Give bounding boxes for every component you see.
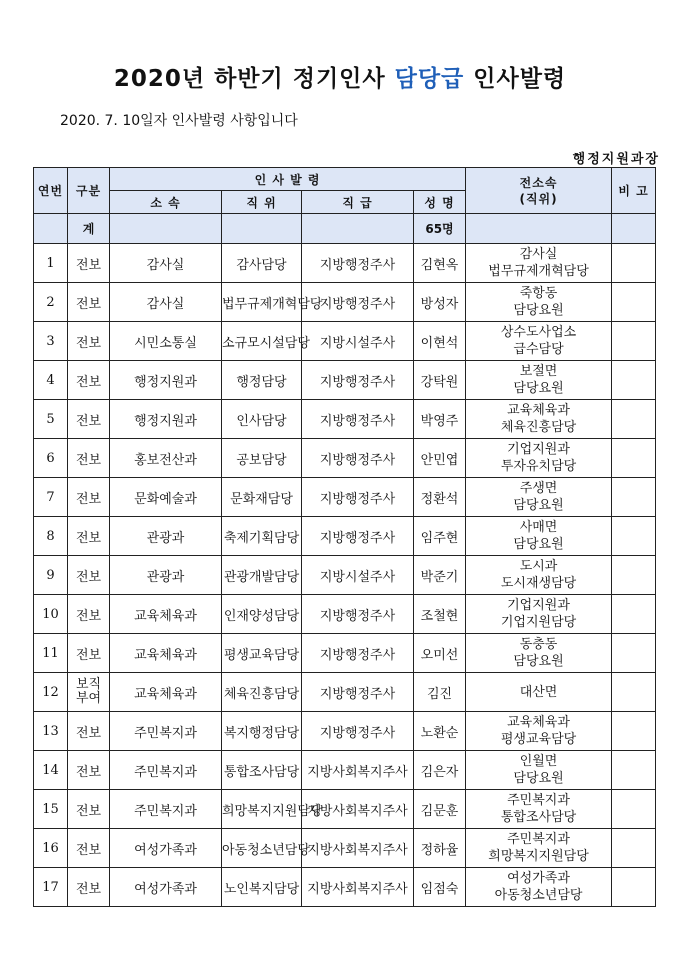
row-prev-role: 담당요원 [513, 381, 564, 396]
row-prev-position [466, 751, 612, 790]
total-empty-position [222, 214, 302, 244]
row-kind: 전보 [68, 517, 110, 556]
row-position: 소규모시설담당 [222, 322, 302, 361]
row-prev-unit: 주민복지과 [507, 793, 570, 808]
row-kind: 전보 [68, 400, 110, 439]
table-row [34, 751, 656, 790]
row-no: 11 [34, 634, 68, 673]
row-kind: 전보 [68, 712, 110, 751]
row-prev-position [466, 400, 612, 439]
row-name: 정하율 [414, 829, 466, 868]
row-position: 평생교육담당 [222, 634, 302, 673]
row-prev-unit: 사매면 [519, 520, 558, 535]
table-row [34, 322, 656, 361]
row-name: 김은자 [414, 751, 466, 790]
row-prev-unit: 대산면 [519, 684, 558, 700]
row-unit: 주민복지과 [110, 751, 222, 790]
row-no: 1 [34, 244, 68, 283]
row-prev-position [466, 712, 612, 751]
row-grade: 지방행정주사 [302, 361, 414, 400]
row-name: 임점숙 [414, 868, 466, 907]
row-prev-unit: 교육체육과 [507, 403, 570, 418]
row-kind: 전보 [68, 556, 110, 595]
row-note [612, 673, 656, 712]
row-no: 9 [34, 556, 68, 595]
row-kind: 전보 [68, 595, 110, 634]
row-kind: 전보 [68, 868, 110, 907]
header-row-1 [34, 168, 656, 191]
row-prev-role: 담당요원 [513, 498, 564, 513]
row-name: 김진 [414, 673, 466, 712]
row-kind: 전보 [68, 283, 110, 322]
row-note [612, 790, 656, 829]
total-label: 계 [68, 214, 110, 244]
page-title [0, 60, 680, 93]
row-grade: 지방사회복지주사 [302, 751, 414, 790]
row-position: 희망복지지원담당 [222, 790, 302, 829]
row-prev-position [466, 517, 612, 556]
table-row [34, 673, 656, 712]
row-no: 13 [34, 712, 68, 751]
row-prev-role: 통합조사담당 [500, 810, 577, 825]
row-kind-line1: 보직 [75, 677, 102, 692]
row-unit: 교육체육과 [110, 595, 222, 634]
row-grade: 지방행정주사 [302, 595, 414, 634]
title-highlight: 담당급 [394, 66, 465, 92]
header-name: 성 명 [414, 191, 466, 214]
row-grade: 지방행정주사 [302, 439, 414, 478]
announcement-subtitle: 2020. 7. 10일자 인사발령 사항입니다 [60, 113, 298, 129]
row-prev-role: 도시재생담당 [500, 576, 577, 591]
row-name: 강탁원 [414, 361, 466, 400]
title-part1: 2020년 하반기 정기인사 [113, 66, 395, 92]
row-position: 복지행정담당 [222, 712, 302, 751]
row-name: 정환석 [414, 478, 466, 517]
row-name: 오미선 [414, 634, 466, 673]
row-grade: 지방행정주사 [302, 478, 414, 517]
row-prev-role: 급수담당 [513, 342, 564, 357]
row-no: 3 [34, 322, 68, 361]
row-grade: 지방행정주사 [302, 517, 414, 556]
row-prev-unit: 죽항동 [519, 286, 558, 301]
total-empty-grade [302, 214, 414, 244]
table-row [34, 361, 656, 400]
row-position: 인재양성담당 [222, 595, 302, 634]
row-name: 방성자 [414, 283, 466, 322]
row-prev-role: 체육진흥담당 [500, 420, 577, 435]
row-prev-position [466, 322, 612, 361]
row-prev-unit: 교육체육과 [507, 715, 570, 730]
row-name: 김현옥 [414, 244, 466, 283]
header-note: 비 고 [612, 168, 656, 214]
row-prev-role: 담당요원 [513, 303, 564, 318]
row-prev-unit: 주생면 [519, 481, 558, 496]
header-position: 직 위 [222, 191, 302, 214]
row-prev-position [466, 361, 612, 400]
table-row [34, 595, 656, 634]
row-note [612, 283, 656, 322]
row-unit: 관광과 [110, 556, 222, 595]
row-prev-role: 담당요원 [513, 537, 564, 552]
row-grade: 지방시설주사 [302, 322, 414, 361]
row-name: 이현석 [414, 322, 466, 361]
header-no: 연번 [34, 168, 68, 214]
row-prev-role: 담당요원 [513, 654, 564, 669]
row-position: 노인복지담당 [222, 868, 302, 907]
table-row [34, 283, 656, 322]
row-position: 행정담당 [222, 361, 302, 400]
row-grade: 지방행정주사 [302, 673, 414, 712]
row-grade: 지방행정주사 [302, 283, 414, 322]
header-prev-line2: (직위) [519, 191, 558, 206]
row-note [612, 751, 656, 790]
header-prev-line1: 전소속 [519, 175, 558, 190]
row-prev-unit: 주민복지과 [507, 832, 570, 847]
row-unit: 여성가족과 [110, 829, 222, 868]
table-row [34, 244, 656, 283]
row-position: 법무규제개혁담당 [222, 283, 302, 322]
title-part2: 인사발령 [464, 66, 567, 92]
row-note [612, 556, 656, 595]
row-kind: 전보 [68, 244, 110, 283]
row-name: 안민엽 [414, 439, 466, 478]
row-position: 통합조사담당 [222, 751, 302, 790]
total-empty-prev [466, 214, 612, 244]
row-prev-position [466, 829, 612, 868]
row-name: 임주현 [414, 517, 466, 556]
row-position: 체육진흥담당 [222, 673, 302, 712]
row-prev-role: 투자유치담당 [500, 459, 577, 474]
row-prev-position [466, 244, 612, 283]
row-name: 조철현 [414, 595, 466, 634]
row-grade: 지방사회복지주사 [302, 868, 414, 907]
table-row [34, 478, 656, 517]
row-note [612, 439, 656, 478]
row-prev-role: 기업지원담당 [500, 615, 577, 630]
row-prev-position [466, 673, 612, 712]
row-no: 16 [34, 829, 68, 868]
row-unit: 시민소통실 [110, 322, 222, 361]
row-unit: 여성가족과 [110, 868, 222, 907]
row-unit: 홍보전산과 [110, 439, 222, 478]
row-position: 인사담당 [222, 400, 302, 439]
row-no: 12 [34, 673, 68, 712]
row-prev-unit: 동충동 [519, 637, 558, 652]
table-row [34, 829, 656, 868]
row-name: 박준기 [414, 556, 466, 595]
row-prev-unit: 기업지원과 [507, 598, 570, 613]
table-row [34, 868, 656, 907]
row-position: 감사담당 [222, 244, 302, 283]
row-note [612, 829, 656, 868]
row-position: 관광개발담당 [222, 556, 302, 595]
row-prev-unit: 감사실 [519, 247, 558, 262]
table-row [34, 790, 656, 829]
row-kind: 전보 [68, 361, 110, 400]
row-unit: 주민복지과 [110, 712, 222, 751]
row-prev-role: 희망복지지원담당 [488, 849, 589, 864]
row-name: 김문훈 [414, 790, 466, 829]
row-kind-line2: 부여 [75, 691, 102, 706]
total-empty-note [612, 214, 656, 244]
row-no: 4 [34, 361, 68, 400]
total-empty-unit [110, 214, 222, 244]
row-no: 2 [34, 283, 68, 322]
row-no: 14 [34, 751, 68, 790]
row-unit: 교육체육과 [110, 634, 222, 673]
row-unit: 관광과 [110, 517, 222, 556]
row-no: 5 [34, 400, 68, 439]
row-grade: 지방사회복지주사 [302, 790, 414, 829]
row-note [612, 634, 656, 673]
row-note [612, 322, 656, 361]
row-prev-unit: 도시과 [519, 559, 558, 574]
row-unit: 감사실 [110, 283, 222, 322]
row-grade: 지방시설주사 [302, 556, 414, 595]
row-no: 6 [34, 439, 68, 478]
row-grade: 지방행정주사 [302, 712, 414, 751]
table-row [34, 400, 656, 439]
header-unit: 소 속 [110, 191, 222, 214]
total-row [34, 214, 656, 244]
row-prev-position [466, 283, 612, 322]
row-prev-role: 아동청소년담당 [494, 888, 583, 903]
appointment-table [33, 167, 656, 907]
row-kind [68, 673, 110, 712]
total-count: 65명 [414, 214, 466, 244]
row-prev-unit: 여성가족과 [507, 871, 570, 886]
row-position: 아동청소년담당 [222, 829, 302, 868]
row-prev-role: 법무규제개혁담당 [488, 264, 589, 279]
row-name: 노환순 [414, 712, 466, 751]
row-prev-unit: 상수도사업소 [500, 325, 577, 340]
row-note [612, 868, 656, 907]
row-grade: 지방행정주사 [302, 244, 414, 283]
row-kind: 전보 [68, 439, 110, 478]
row-grade: 지방사회복지주사 [302, 829, 414, 868]
row-position: 축제기획담당 [222, 517, 302, 556]
row-no: 7 [34, 478, 68, 517]
row-grade: 지방행정주사 [302, 634, 414, 673]
row-grade: 지방행정주사 [302, 400, 414, 439]
row-kind: 전보 [68, 634, 110, 673]
row-prev-role: 평생교육담당 [500, 732, 577, 747]
department-label: 행정지원과장 [572, 152, 660, 167]
row-prev-position [466, 478, 612, 517]
header-appointment: 인 사 발 령 [110, 168, 466, 191]
table-row [34, 439, 656, 478]
row-no: 8 [34, 517, 68, 556]
row-prev-role: 담당요원 [513, 771, 564, 786]
row-note [612, 244, 656, 283]
row-prev-position [466, 556, 612, 595]
row-note [612, 478, 656, 517]
row-no: 15 [34, 790, 68, 829]
row-unit: 행정지원과 [110, 400, 222, 439]
row-unit: 주민복지과 [110, 790, 222, 829]
row-prev-unit: 보절면 [519, 364, 558, 379]
row-kind: 전보 [68, 829, 110, 868]
row-no: 10 [34, 595, 68, 634]
table-row [34, 712, 656, 751]
header-prev [466, 168, 612, 214]
row-prev-position [466, 790, 612, 829]
row-unit: 감사실 [110, 244, 222, 283]
table-row [34, 634, 656, 673]
row-note [612, 517, 656, 556]
row-position: 공보담당 [222, 439, 302, 478]
row-unit: 문화예술과 [110, 478, 222, 517]
row-prev-position [466, 439, 612, 478]
row-name: 박영주 [414, 400, 466, 439]
row-note [612, 712, 656, 751]
row-note [612, 595, 656, 634]
row-kind: 전보 [68, 790, 110, 829]
header-kind: 구분 [68, 168, 110, 214]
row-unit: 교육체육과 [110, 673, 222, 712]
row-prev-position [466, 634, 612, 673]
row-prev-position [466, 868, 612, 907]
row-prev-unit: 인월면 [519, 754, 558, 769]
row-prev-unit: 기업지원과 [507, 442, 570, 457]
table-row [34, 556, 656, 595]
row-note [612, 400, 656, 439]
row-unit: 행정지원과 [110, 361, 222, 400]
total-empty-no [34, 214, 68, 244]
row-kind: 전보 [68, 478, 110, 517]
row-note [612, 361, 656, 400]
row-kind: 전보 [68, 751, 110, 790]
row-prev-position [466, 595, 612, 634]
header-grade: 직 급 [302, 191, 414, 214]
table-row [34, 517, 656, 556]
row-position: 문화재담당 [222, 478, 302, 517]
row-kind: 전보 [68, 322, 110, 361]
row-no: 17 [34, 868, 68, 907]
